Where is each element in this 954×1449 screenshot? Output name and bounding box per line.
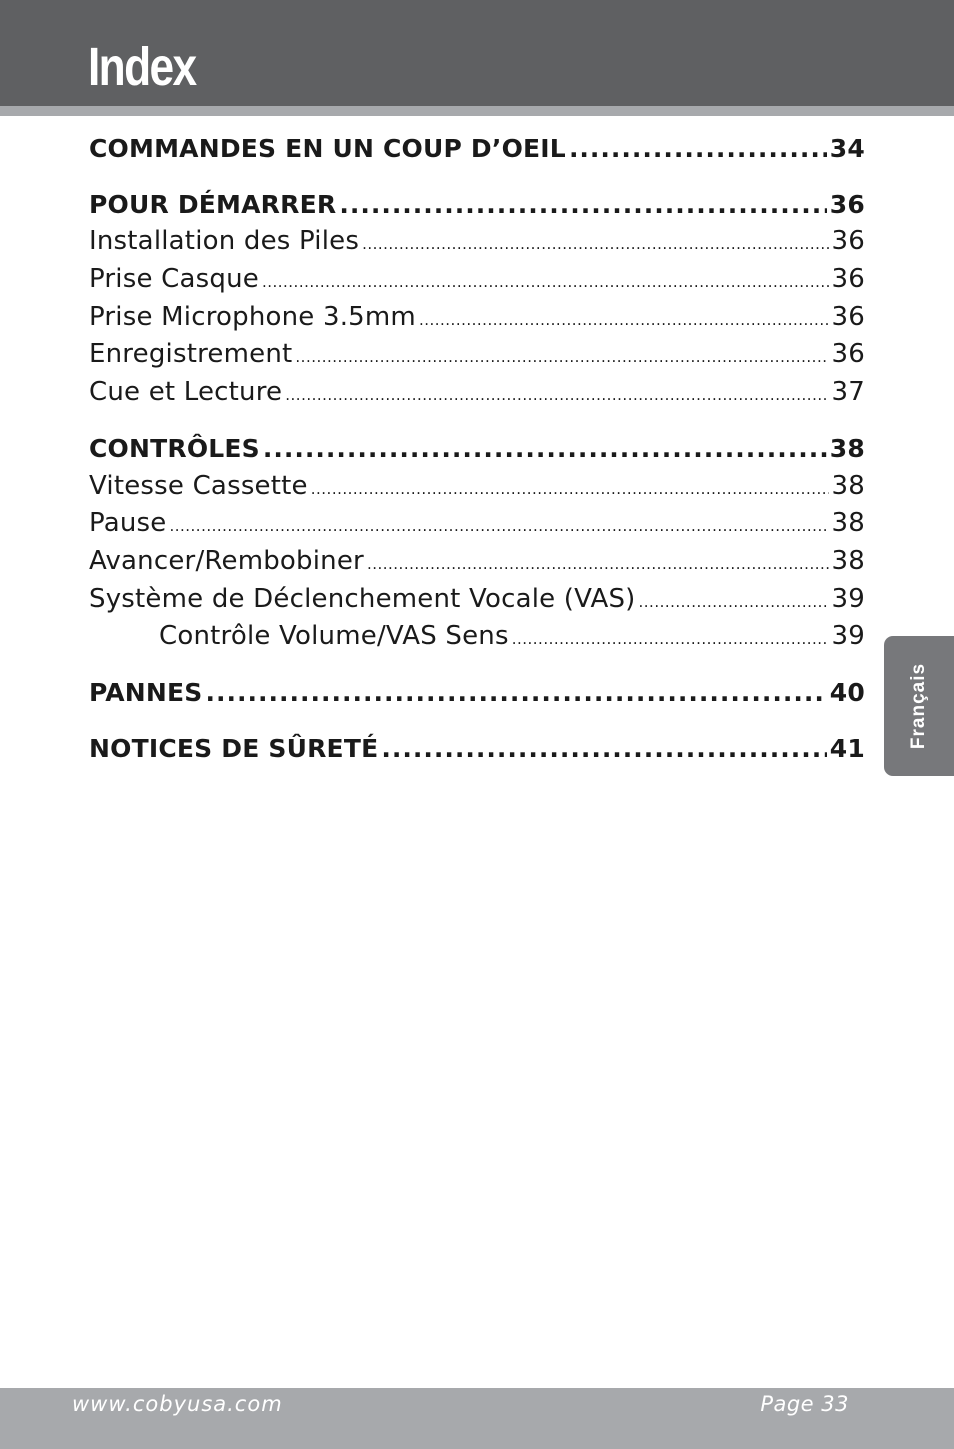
footer-page-number: Page 33 [760,1392,849,1416]
toc-section-title: CONTRÔLES [89,433,260,463]
toc-item-volume-vas-sens [89,618,865,656]
toc-leader-dots [569,130,827,168]
page-title: Index [88,37,196,97]
toc-page-number: 34 [829,134,865,163]
toc-page-number: 41 [829,733,865,763]
toc-page-number: 36 [829,189,865,219]
language-tab [884,636,954,776]
toc-item-label: Prise Casque [89,264,259,295]
toc-leader-dots [295,339,828,374]
toc-leader-dots [311,471,829,506]
toc-leader-dots [262,264,829,299]
toc-leader-dots [639,584,829,619]
toc-leader-dots [339,186,826,224]
toc-section-controles [89,430,865,468]
toc-item-pause [89,505,865,543]
toc-section-title: COMMANDES EN UN COUP D’OEIL [89,134,566,163]
toc-page-number: 39 [831,621,865,652]
toc-page-number: 36 [831,339,865,370]
toc-leader-dots [512,621,829,656]
toc-item-label: Pause [89,508,167,539]
toc-page-number: 38 [831,470,865,501]
toc-leader-dots [263,430,827,468]
toc-leader-dots [206,674,827,712]
toc-page-number: 40 [829,677,865,707]
toc-page-number: 36 [831,301,865,332]
toc-section-title: NOTICES DE SÛRETÉ [89,733,379,763]
table-of-contents [89,130,865,767]
toc-item-prise-microphone [89,299,865,337]
toc-item-label: Système de Déclenchement Vocale (VAS) [89,583,636,614]
toc-leader-dots [367,546,829,581]
toc-item-label: Avancer/Rembobiner [89,545,364,576]
toc-item-label: Installation des Piles [89,226,360,257]
toc-page-number: 38 [831,508,865,539]
toc-page-number: 36 [831,264,865,295]
toc-leader-dots [362,226,828,261]
toc-leader-dots [419,302,829,337]
toc-page-number: 39 [831,583,865,614]
toc-page-number: 36 [831,226,865,257]
toc-section-title: POUR DÉMARRER [89,189,337,219]
toc-item-avancer-rembobiner [89,543,865,581]
toc-leader-dots [169,508,828,543]
language-tab-label: Français [908,662,929,750]
toc-section-title: PANNES [89,677,203,707]
toc-item-label: Enregistrement [89,339,293,370]
header-stripe [0,106,954,116]
toc-section-notices [89,730,865,768]
toc-section-pannes [89,674,865,712]
toc-leader-dots [285,377,828,412]
footer-url: www.cobyusa.com [72,1392,283,1416]
toc-page-number: 38 [829,433,865,463]
toc-page-number: 38 [831,545,865,576]
toc-item-installation-piles [89,223,865,261]
toc-item-label: Prise Microphone 3.5mm [89,301,416,332]
toc-leader-dots [381,730,826,768]
toc-section-commandes [89,130,865,168]
toc-item-prise-casque [89,261,865,299]
toc-item-vitesse-cassette [89,468,865,506]
toc-item-cue-lecture [89,374,865,412]
toc-item-vas [89,581,865,619]
toc-item-label: Vitesse Cassette [89,470,308,501]
toc-page-number: 37 [831,377,865,408]
toc-item-enregistrement [89,336,865,374]
toc-section-demarrer [89,186,865,224]
toc-item-label: Cue et Lecture [89,377,283,408]
toc-item-label: Contrôle Volume/VAS Sens [159,621,509,652]
